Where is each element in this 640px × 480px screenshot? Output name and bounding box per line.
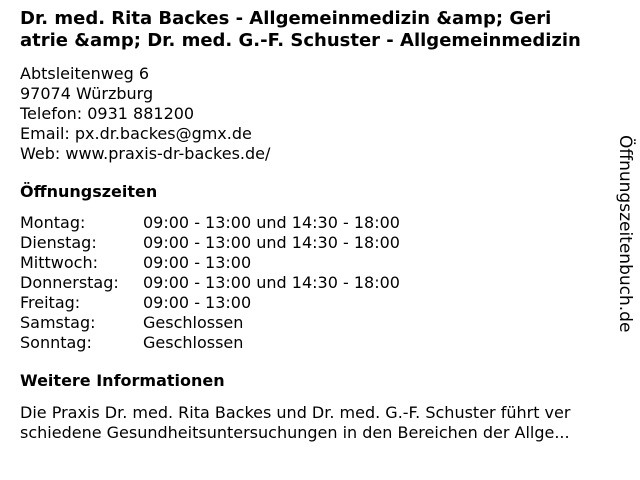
hours-day: Freitag: — [20, 293, 81, 312]
hours-day: Sonntag: — [20, 333, 92, 352]
site-brand-vertical: Öffnungszeitenbuch.de — [615, 135, 635, 333]
contact-block — [20, 64, 620, 164]
hours-time: 09:00 - 13:00 und 14:30 - 18:00 — [143, 273, 400, 292]
phone-number: Telefon: 0931 881200 — [20, 104, 195, 123]
further-info-line-2: schiedene Gesundheitsuntersuchungen in den Bereichen der Allge... — [20, 423, 570, 442]
hours-row-wednesday — [20, 253, 400, 273]
city-postcode: 97074 Würzburg — [20, 84, 154, 103]
website-address: Web: www.praxis-dr-backes.de/ — [20, 144, 271, 163]
hours-row-saturday — [20, 313, 400, 333]
hours-day: Mittwoch: — [20, 253, 98, 272]
hours-day: Dienstag: — [20, 233, 97, 252]
street-address: Abtsleitenweg 6 — [20, 64, 150, 83]
hours-time: Geschlossen — [143, 313, 244, 332]
hours-time: 09:00 - 13:00 und 14:30 - 18:00 — [143, 233, 400, 252]
hours-time: Geschlossen — [143, 333, 244, 352]
hours-row-friday — [20, 293, 400, 313]
further-info-text — [20, 403, 624, 443]
email-address: Email: px.dr.backes@gmx.de — [20, 124, 252, 143]
hours-row-sunday — [20, 333, 400, 353]
hours-day: Donnerstag: — [20, 273, 119, 292]
page-title-line-1: Dr. med. Rita Backes - Allgemeinmedizin &amp; Geri — [20, 8, 552, 29]
opening-hours-heading: Öffnungszeiten — [20, 182, 158, 201]
hours-time: 09:00 - 13:00 — [143, 293, 252, 312]
hours-day: Samstag: — [20, 313, 96, 332]
hours-time: 09:00 - 13:00 — [143, 253, 252, 272]
opening-hours-table — [20, 213, 400, 353]
page-title — [20, 8, 640, 52]
further-info-heading: Weitere Informationen — [20, 371, 225, 390]
further-info-line-1: Die Praxis Dr. med. Rita Backes und Dr. med. G.-F. Schuster führt ver — [20, 403, 571, 422]
business-card — [20, 8, 620, 443]
hours-row-monday — [20, 213, 400, 233]
hours-time: 09:00 - 13:00 und 14:30 - 18:00 — [143, 213, 400, 232]
page-title-line-2: atrie &amp; Dr. med. G.-F. Schuster - Allgemeinmedizin — [20, 30, 581, 51]
hours-row-thursday — [20, 273, 400, 293]
hours-day: Montag: — [20, 213, 86, 232]
hours-row-tuesday — [20, 233, 400, 253]
